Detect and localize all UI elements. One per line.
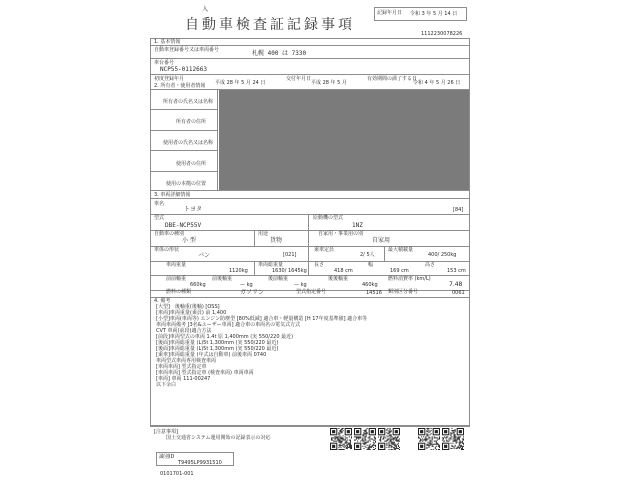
chassis-label: 車台番号 <box>154 60 175 66</box>
qr-code-2 <box>354 428 376 450</box>
owner-name-label: 所有者の氏名又は名称 <box>163 99 214 105</box>
rear-front-axle-value: — kg <box>294 282 307 288</box>
engine-value: 1NZ <box>352 222 363 229</box>
max-load-label: 最大積載量 <box>388 247 414 253</box>
capacity-label: 乗車定員 <box>314 247 335 253</box>
weight-label: 車両重量 <box>166 262 187 268</box>
category-value: 0061 <box>452 290 465 296</box>
height-value: 153 cm <box>447 268 466 274</box>
reg-number-value: 札幌 400 は 7330 <box>252 50 307 57</box>
id-label: 識別ID <box>159 454 175 460</box>
record-date-label: 記録年月日 <box>377 10 403 16</box>
section2-title: 2. 所有者・使用者情報 <box>154 83 206 89</box>
front-axle-label: 前前軸重 <box>166 276 187 282</box>
document-title: 自動車検査証記録事項 <box>185 17 355 33</box>
form-code: 0101701-001 <box>160 471 194 477</box>
body-shape-code: [021] <box>283 252 297 258</box>
qr-code-4 <box>418 428 440 450</box>
capacity-value: 2/ 5人 <box>360 252 375 258</box>
first-reg-value: 平成 28 年 5 月 24 日 <box>215 80 266 86</box>
purpose-label: 自家用・事業用の別 <box>318 231 364 237</box>
model-label: 型式 <box>154 215 165 221</box>
maker-value: トヨタ <box>184 206 203 213</box>
body-shape-label: 車体の形状 <box>154 247 180 253</box>
fuel-rating-label: 燃料消費率 (km/L) <box>388 276 431 282</box>
engine-label: 原動機の型式 <box>313 215 344 221</box>
remark-line: CVT 車両(前段)適合方法 <box>156 328 212 334</box>
note-title: [注意事項] <box>154 429 178 435</box>
qr-code-5 <box>442 428 464 450</box>
user-address-label: 使用者の住所 <box>176 161 207 167</box>
length-label: 長さ <box>314 262 325 268</box>
expiry-label: 有効期間の満了する日 <box>367 76 418 82</box>
remark-line: [乗車]車両総重量 (年式は自動車) 前後車両 0740 <box>156 352 267 358</box>
use-value: 貨物 <box>270 237 283 244</box>
width-label: 幅 <box>368 262 374 268</box>
id-value: T9495LP9931510 <box>178 460 222 466</box>
purpose-value: 自家用 <box>372 237 391 244</box>
doc-number: 1112230078226 <box>421 31 463 37</box>
corner-mark: 入 <box>202 6 209 13</box>
note-text: 国土交通省システム運用開始の記録表示の対応 <box>166 435 271 441</box>
remark-line: [車両]車両重量(乗員) 前 1,400 <box>156 310 227 316</box>
remark-line: [後面]車両総重量 (L)5t 1,300mm (実 550/220 最近) <box>156 346 279 352</box>
model-value: DBE-NCP55V <box>165 222 202 229</box>
vehicle-type-value: 小 型 <box>182 237 196 244</box>
expiry-value: 令和 4 年 5 月 26 日 <box>413 80 461 86</box>
issue-date-value: 平成 28 年 5 月 <box>311 80 347 86</box>
model-spec-value: 14516 <box>366 290 382 296</box>
section3-title: 3. 車両詳細情報 <box>154 192 191 198</box>
remark-line: [車両車両] 型式指定車 (検査車両) 車両車両 <box>156 370 254 376</box>
owner-info-redaction <box>219 90 469 190</box>
category-label: 類別区分番号 <box>388 289 419 295</box>
chassis-value: NCP55-0112663 <box>160 66 207 73</box>
owner-address-label: 所有者の住所 <box>176 119 207 125</box>
remark-line: 以下余白 <box>156 382 177 388</box>
front-rear-axle-value: — kg <box>240 282 253 288</box>
front-rear-axle-label: 前後軸重 <box>212 276 233 282</box>
remark-line: [大型] 後軸重(後軸) [OSS] <box>156 304 220 310</box>
fuel-rating-value: 7.48 <box>449 281 463 288</box>
section1-title: 1. 基本情報 <box>154 39 181 45</box>
first-reg-label: 初度登録年月 <box>154 76 185 82</box>
remark-line: [後面]車両総重量 (L)5t 1,300mm (実 550/220 最近) <box>156 340 279 346</box>
body-shape-value: バン <box>198 252 211 259</box>
front-axle-value: 660kg <box>190 282 206 288</box>
remark-line: [前段]車両型式の車両 1.4t 原 1,400mm (実 550/220 最近) <box>156 334 294 340</box>
remark-line: 車両型式車両専用検査車両 <box>156 358 217 364</box>
width-value: 169 cm <box>390 268 409 274</box>
rear-axle-label: 後後軸重 <box>328 276 349 282</box>
vehicle-type-label: 自動車の種別 <box>154 231 185 237</box>
user-name-label: 使用者の氏名又は名称 <box>163 140 214 146</box>
fuel-type-label: 燃料の種類 <box>166 289 192 295</box>
base-location-label: 使用の本拠の位置 <box>166 181 207 187</box>
reg-number-label: 自動車登録番号又は車両番号 <box>154 47 220 53</box>
maker-code: [84] <box>453 207 464 213</box>
height-label: 高さ <box>425 262 436 268</box>
rear-axle-value: 460kg <box>362 282 378 288</box>
remark-line: [車両車両] 型式指定車 <box>156 364 207 370</box>
max-load-value: 400/ 250kg <box>428 252 457 258</box>
remark-line: 車両車両備考 [3名&ユーザー車両] 適合車の車両名の電気式方式 <box>156 322 301 328</box>
weight-value: 1120kg <box>229 268 248 274</box>
section4-title: 4. 備考 <box>154 298 171 304</box>
record-date-value: 令和 3 年 5 月 14 日 <box>410 11 458 17</box>
remark-line: [車両] 車両 111-00247 <box>156 376 211 382</box>
qr-code-3 <box>378 428 400 450</box>
qr-code-1 <box>330 428 352 450</box>
use-label: 用途 <box>258 231 269 237</box>
remark-line: [小型]車両(車両等) エンジン防塵型 [80%低減] 適合車・軽量構造 [H 17年度基準値] 適合車等 <box>156 316 368 322</box>
length-value: 418 cm <box>334 268 353 274</box>
gross-weight-value: 1630/ 1645kg <box>272 268 307 274</box>
model-spec-label: 型式指定番号 <box>296 289 327 295</box>
issue-date-label: 交付年月日 <box>286 76 312 82</box>
fuel-type-value: ガソリン <box>240 289 265 296</box>
gross-weight-label: 車両総重量 <box>258 262 284 268</box>
rear-front-axle-label: 後前軸重 <box>268 276 289 282</box>
maker-label: 車名 <box>154 201 165 207</box>
